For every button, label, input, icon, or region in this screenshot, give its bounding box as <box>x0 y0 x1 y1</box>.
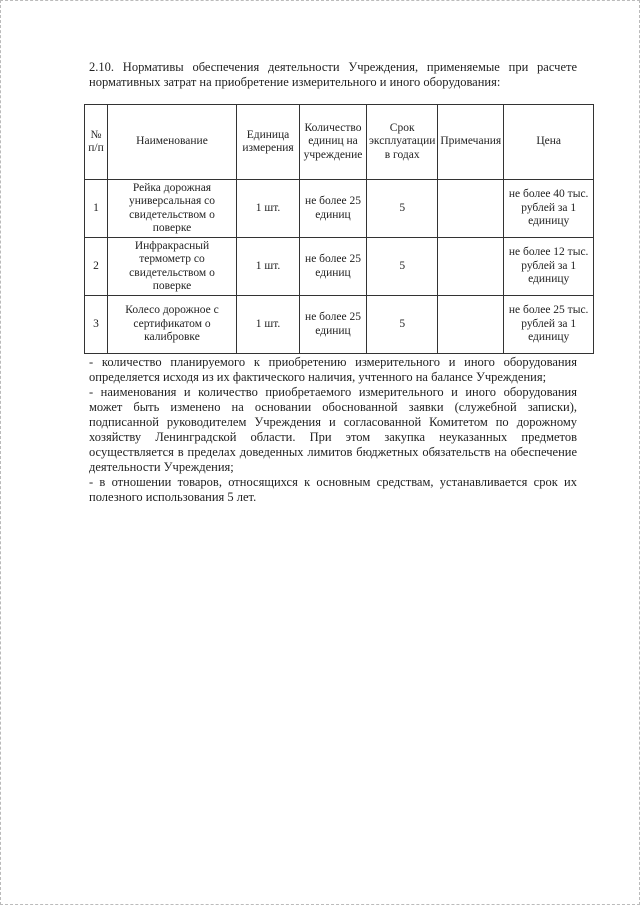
cell-unit: 1 шт. <box>237 238 300 296</box>
cell-num: 3 <box>85 296 108 354</box>
table-row <box>85 180 594 238</box>
cell-note <box>438 180 504 238</box>
cell-price: не более 40 тыс. рублей за 1 единицу <box>504 180 594 238</box>
cell-unit: 1 шт. <box>237 296 300 354</box>
cell-term: 5 <box>367 296 438 354</box>
cell-price: не более 12 тыс. рублей за 1 единицу <box>504 238 594 296</box>
cell-note <box>438 238 504 296</box>
note-paragraph: - в отношении товаров, относящихся к основным средствам, устанавливается срок их полезного использования 5 лет. <box>89 475 577 504</box>
cell-term: 5 <box>367 180 438 238</box>
header-term: Срок эксплуатации в годах <box>367 105 438 180</box>
header-num: № п/п <box>85 105 108 180</box>
cell-qty: не более 25 единиц <box>300 296 367 354</box>
cell-name: Рейка дорожная универсальная со свидетельством о поверке <box>108 180 237 238</box>
header-qty: Количество единиц на учреждение <box>300 105 367 180</box>
header-note: Примечания <box>438 105 504 180</box>
header-unit: Единица измерения <box>237 105 300 180</box>
cell-term: 5 <box>367 238 438 296</box>
table-row <box>85 238 594 296</box>
cell-qty: не более 25 единиц <box>300 238 367 296</box>
cell-num: 1 <box>85 180 108 238</box>
cell-num: 2 <box>85 238 108 296</box>
table-row <box>85 296 594 354</box>
cell-note <box>438 296 504 354</box>
table-header-row <box>85 105 594 180</box>
cell-name: Колесо дорожное с сертификатом о калибровке <box>108 296 237 354</box>
note-paragraph: - количество планируемого к приобретению измерительного и иного оборудования определяется исходя из их фактического наличия, учтенного на балансе Учреждения; <box>89 355 577 384</box>
header-price: Цена <box>504 105 594 180</box>
notes-block <box>89 355 577 505</box>
header-name: Наименование <box>108 105 237 180</box>
equipment-table <box>84 104 594 354</box>
cell-name: Инфракрасный термометр со свидетельством о поверке <box>108 238 237 296</box>
cell-qty: не более 25 единиц <box>300 180 367 238</box>
note-paragraph: - наименования и количество приобретаемого измерительного и иного оборудования может быть изменено на основании обоснованной заявки (служебной записки), подписанной руководителем Учреждения и согласованной Комитетом по дорожному хозяйству Ленинградской области. При этом закупка неуказанных предметов осуществляется в пределах доведенных лимитов бюджетных обязательств на обеспечение деятельности Учреждения; <box>89 385 577 474</box>
cell-price: не более 25 тыс. рублей за 1 единицу <box>504 296 594 354</box>
section-intro: 2.10. Нормативы обеспечения деятельности Учреждения, применяемые при расчете нормативных затрат на приобретение измерительного и иного оборудования: <box>89 60 577 89</box>
cell-unit: 1 шт. <box>237 180 300 238</box>
